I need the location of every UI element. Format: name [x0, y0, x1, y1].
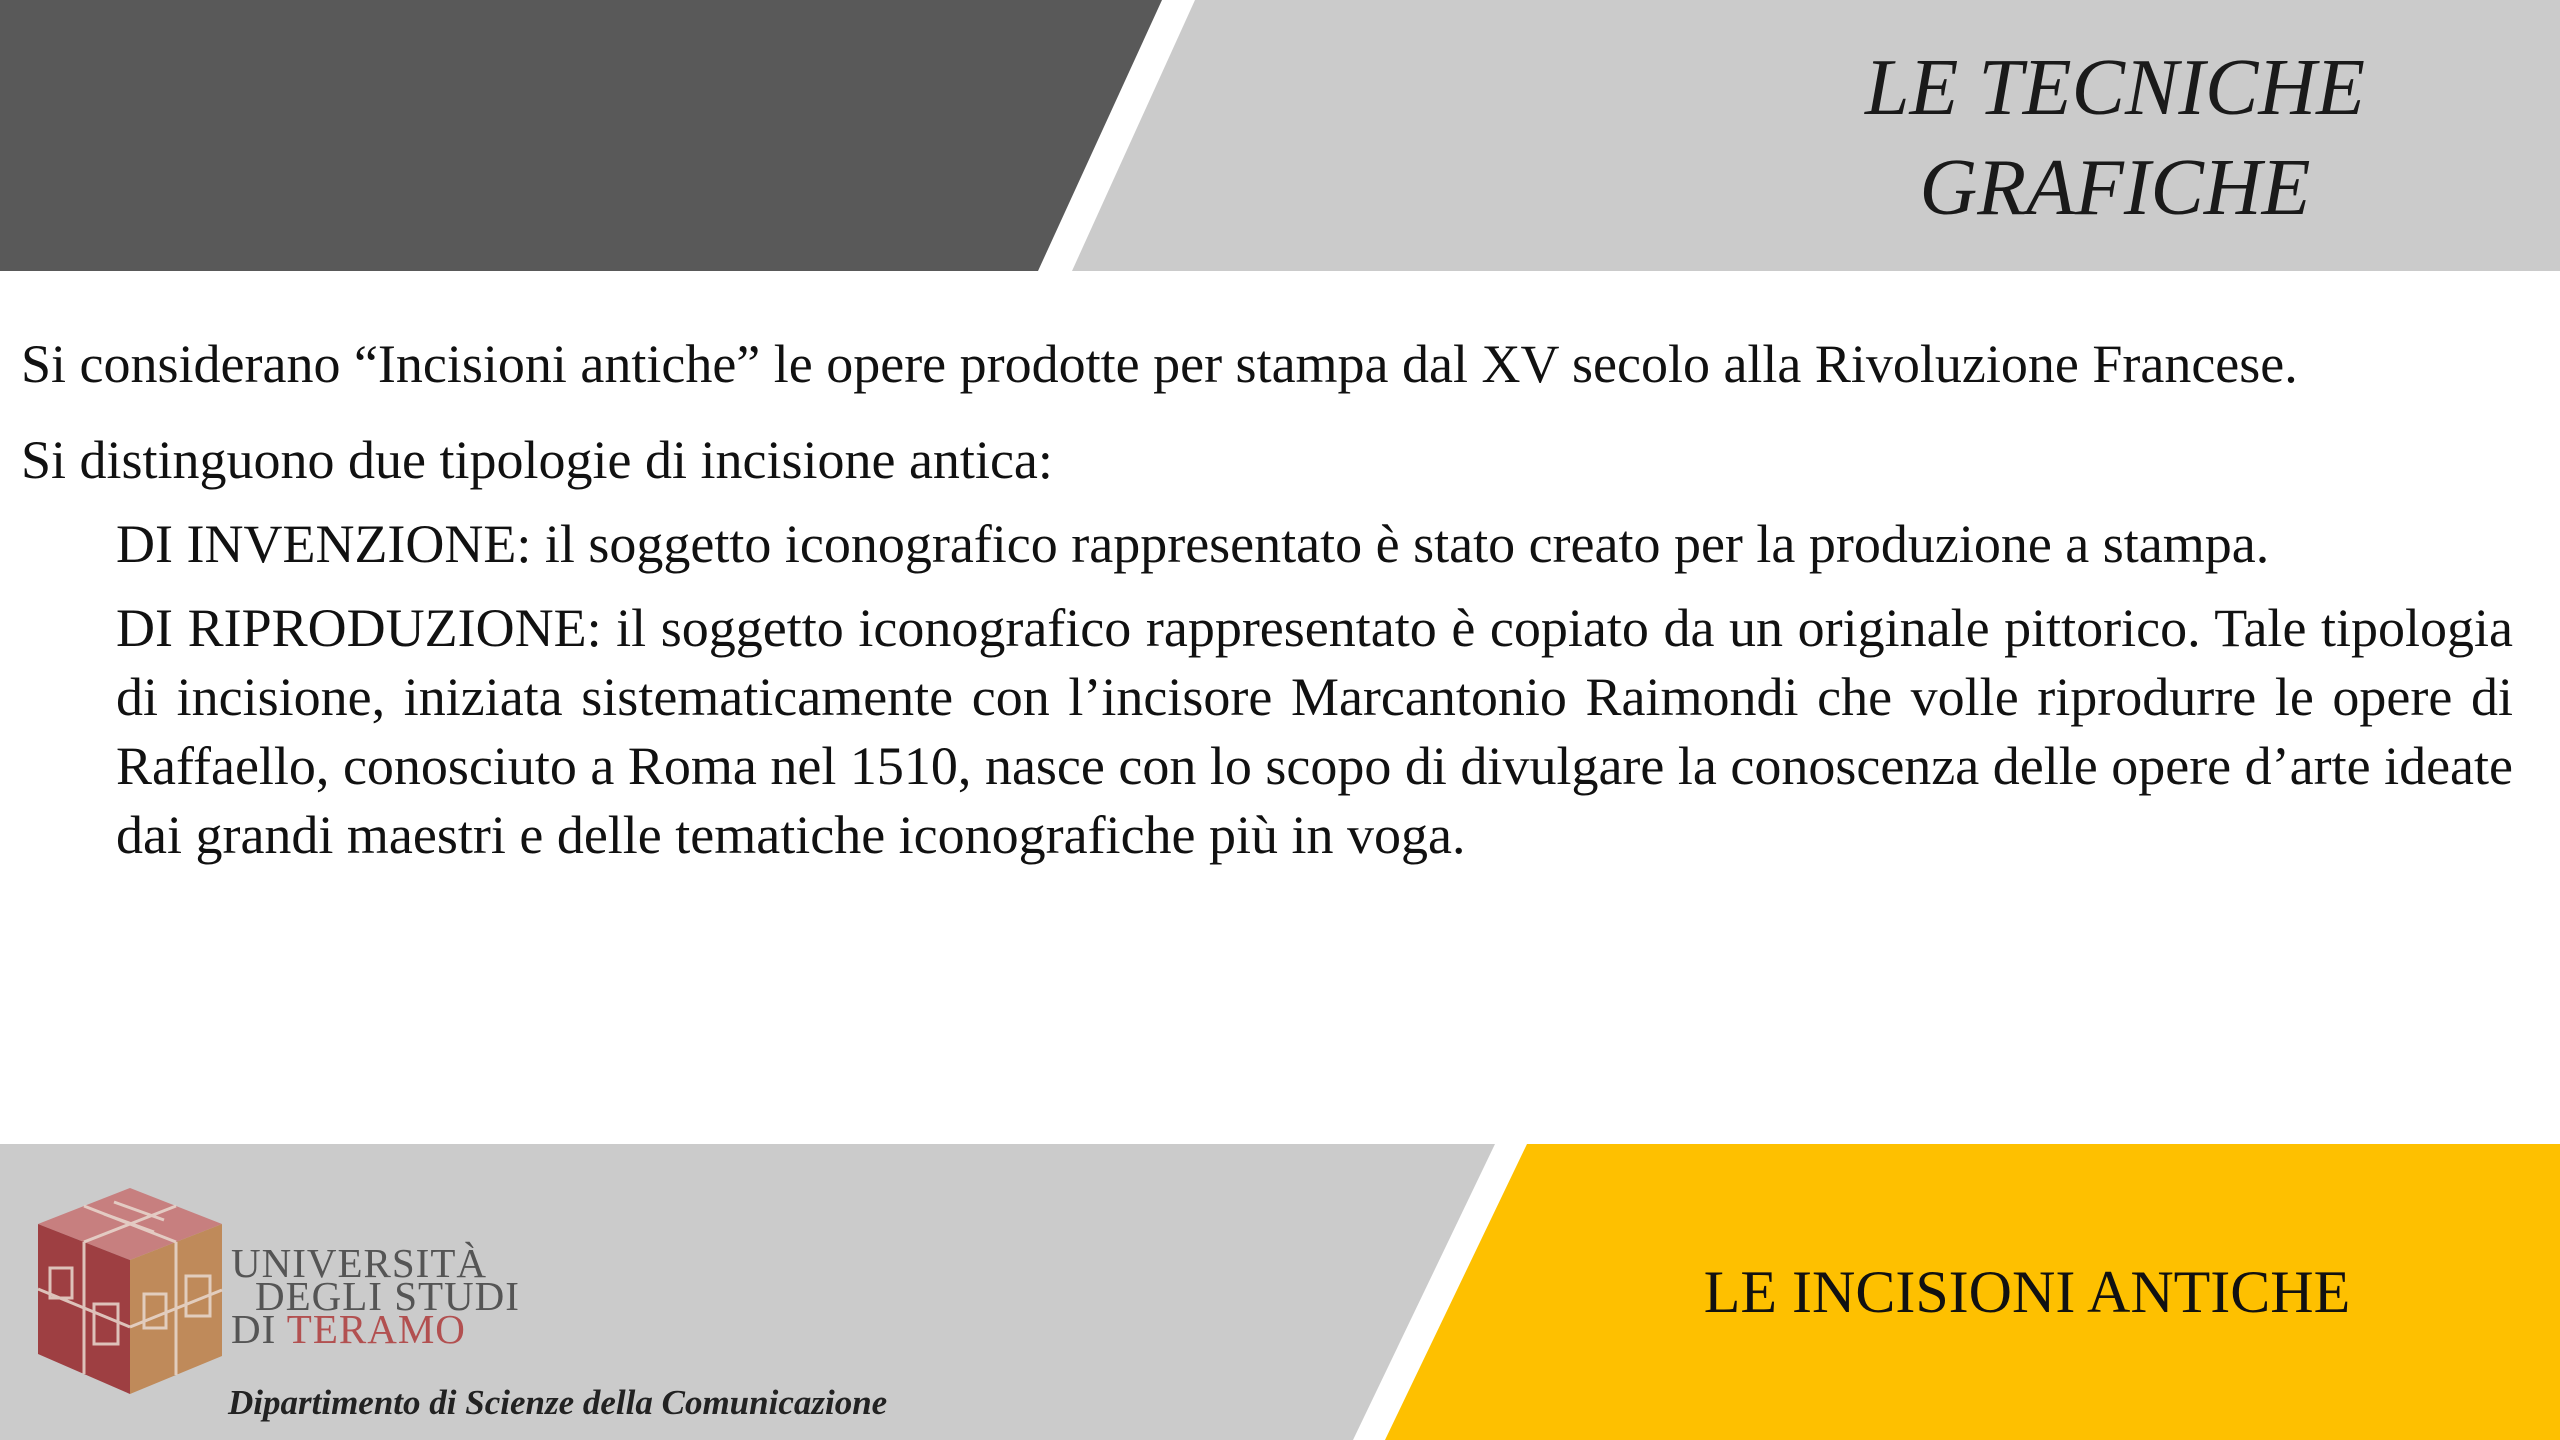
cube-logo-icon [34, 1184, 226, 1398]
university-line-2: DEGLI STUDI [255, 1273, 520, 1319]
types-intro-paragraph: Si distinguono due tipologie di incisione antica: [21, 430, 1053, 490]
slide-title-line-1: LE TECNICHE [1864, 44, 2366, 132]
university-city: TERAMO [286, 1306, 466, 1352]
university-line-3: DI TERAMO [231, 1306, 466, 1352]
header-dark-panel [0, 0, 1162, 271]
university-line-1: UNIVERSITÀ [231, 1240, 487, 1286]
university-wordmark [231, 1240, 520, 1352]
type-invenzione: DI INVENZIONE: il soggetto iconografico rappresentato è stato creato per la produzione a stampa. [116, 514, 2270, 574]
type-riproduzione: DI RIPRODUZIONE: il soggetto iconografico rappresentato è copiato da un originale pittorico. Tale tipologia di incisione, iniziata sistematicamente con l’incisore Marcantonio Raimondi che volle riprodurre le opere di Raffaello, conosciuto a Roma nel 1510, nasce con lo scopo di divulgare la conoscenza delle opere d’arte ideate dai grandi maestri e delle tematiche iconografiche più in voga. [116, 598, 2513, 865]
section-title: LE INCISIONI ANTICHE [1703, 1259, 2351, 1325]
slide-body [21, 330, 2513, 870]
department-name: Dipartimento di Scienze della Comunicazione [228, 1383, 888, 1422]
intro-paragraph: Si considerano “Incisioni antiche” le opere prodotte per stampa dal XV secolo alla Rivoluzione Francese. [21, 334, 2298, 394]
slide-title [1735, 38, 2495, 238]
slide-title-line-2: GRAFICHE [1919, 144, 2311, 232]
